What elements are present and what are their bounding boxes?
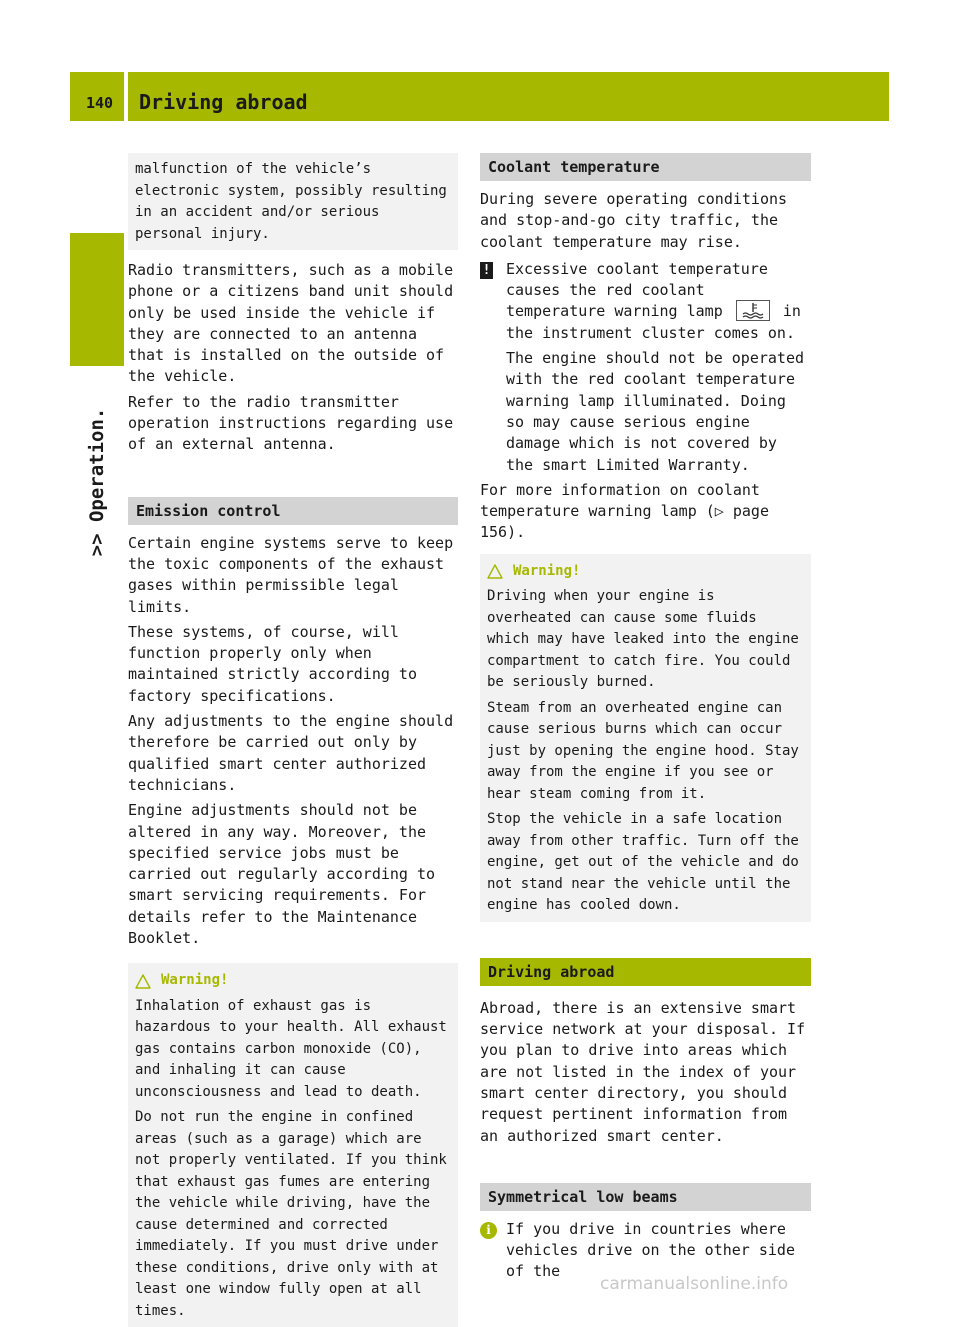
coolant-notice-text-1: [506, 259, 811, 344]
warning-triangle-icon: [487, 564, 503, 579]
overheat-warning-text-1: Driving when your engine is overheated can cause some fluids which may have leaked into the engine compartment to catch fire. You could be seriously burned.: [487, 588, 799, 691]
warning-label: Warning!: [161, 972, 229, 989]
page-title: Driving abroad: [139, 90, 308, 114]
coolant-paragraph-2: For more information on coolant temperature warning lamp (▷ page 156).: [480, 480, 769, 542]
driving-abroad-heading: Driving abroad: [480, 958, 811, 986]
emission-paragraph-4: Engine adjustments should not be altered in any way. Moreover, the specified service jobs must be carried out regularly according to smart servicing requirements. For details refer to the Maintenance Booklet.: [128, 801, 436, 948]
overheat-warning-text-2: Steam from an overheated engine can cause serious burns which can occur just by opening the engine hood. Stay away from the engine if you see or hear steam coming from it.: [487, 699, 799, 802]
emission-paragraph-1: Certain engine systems serve to keep the toxic components of the exhaust gases within permissible legal limits.: [128, 533, 454, 616]
coolant-temperature-heading: Coolant temperature: [480, 153, 811, 181]
symmetrical-low-beams-heading: Symmetrical low beams: [480, 1183, 811, 1211]
low-beams-info-text: If you drive in countries where vehicles drive on the other side of the: [506, 1219, 795, 1281]
overheat-warning-text-3: Stop the vehicle in a safe location away from other traffic. Turn off the engine, get out of the vehicle and do not stand near the vehicle until the engine has cooled down.: [487, 811, 799, 914]
coolant-temperature-icon: [736, 300, 770, 321]
warning-continuation-text: malfunction of the vehicle’s electronic system, possibly resulting in an accident and/or serious personal injury.: [135, 161, 447, 242]
radio-paragraph: Radio transmitters, such as a mobile phone or a citizens band unit should only be used inside the vehicle if they are connected to an antenna that is installed on the outside of the vehicle.: [128, 261, 454, 386]
emission-paragraph-2: These systems, of course, will function properly only when maintained strictly according to factory specifications.: [128, 622, 417, 705]
warning-label: Warning!: [513, 562, 581, 579]
warning-triangle-icon: [135, 974, 151, 989]
coolant-paragraph-1: During severe operating conditions and stop-and-go city traffic, the coolant temperature may rise.: [480, 190, 788, 251]
warning-header: [487, 561, 804, 583]
driving-abroad-paragraph: Abroad, there is an extensive smart service network at your disposal. If you plan to drive into areas which are not listed in the index of your smart center directory, you should request pertinent information from an authorized smart center.: [480, 998, 806, 1145]
exclamation-icon: !: [480, 262, 493, 279]
coolant-notice-text-1a: Excessive coolant temperature causes the red coolant temperature warning lamp: [506, 259, 768, 321]
coolant-notice: [480, 259, 811, 480]
emission-paragraph-3: Any adjustments to the engine should therefore be carried out only by qualified smart center authorized technicians.: [128, 712, 454, 794]
page-number: 140: [86, 94, 114, 112]
watermark: carmanualsonline.info: [600, 1274, 789, 1294]
chapter-label: >> Operation.: [86, 407, 108, 557]
warning-header: [135, 970, 451, 992]
exhaust-warning-text-2: Do not run the engine in confined areas (such as a garage) which are not properly ventilated. If you think that exhaust gas fumes are entering the vehicle while driving, have the cause determined and corrected immediately. If you must drive under these conditions, drive only with at least one window fully open at all times.: [135, 1109, 447, 1319]
info-icon: i: [480, 1222, 497, 1239]
chapter-tab: [70, 233, 124, 366]
overheat-warning-box: [480, 554, 811, 922]
right-column: [480, 153, 811, 1287]
left-column: [128, 153, 458, 1327]
exhaust-warning-text-1: Inhalation of exhaust gas is hazardous to your health. All exhaust gas contains carbon monoxide (CO), and inhaling it can cause unconsciousness and lead to death.: [135, 997, 447, 1100]
emission-control-heading: Emission control: [128, 497, 458, 525]
coolant-notice-text-1b: in the instrument cluster comes on.: [506, 302, 801, 342]
exhaust-warning-box: [128, 963, 458, 1327]
warning-continuation-box: [128, 153, 458, 250]
coolant-notice-text-2: The engine should not be operated with the red coolant temperature warning lamp illuminated. Doing so may cause serious engine damage which is not covered by the smart Limited Warranty.: [506, 349, 805, 474]
antenna-paragraph: Refer to the radio transmitter operation instructions regarding use of an external antenna.: [128, 392, 454, 454]
